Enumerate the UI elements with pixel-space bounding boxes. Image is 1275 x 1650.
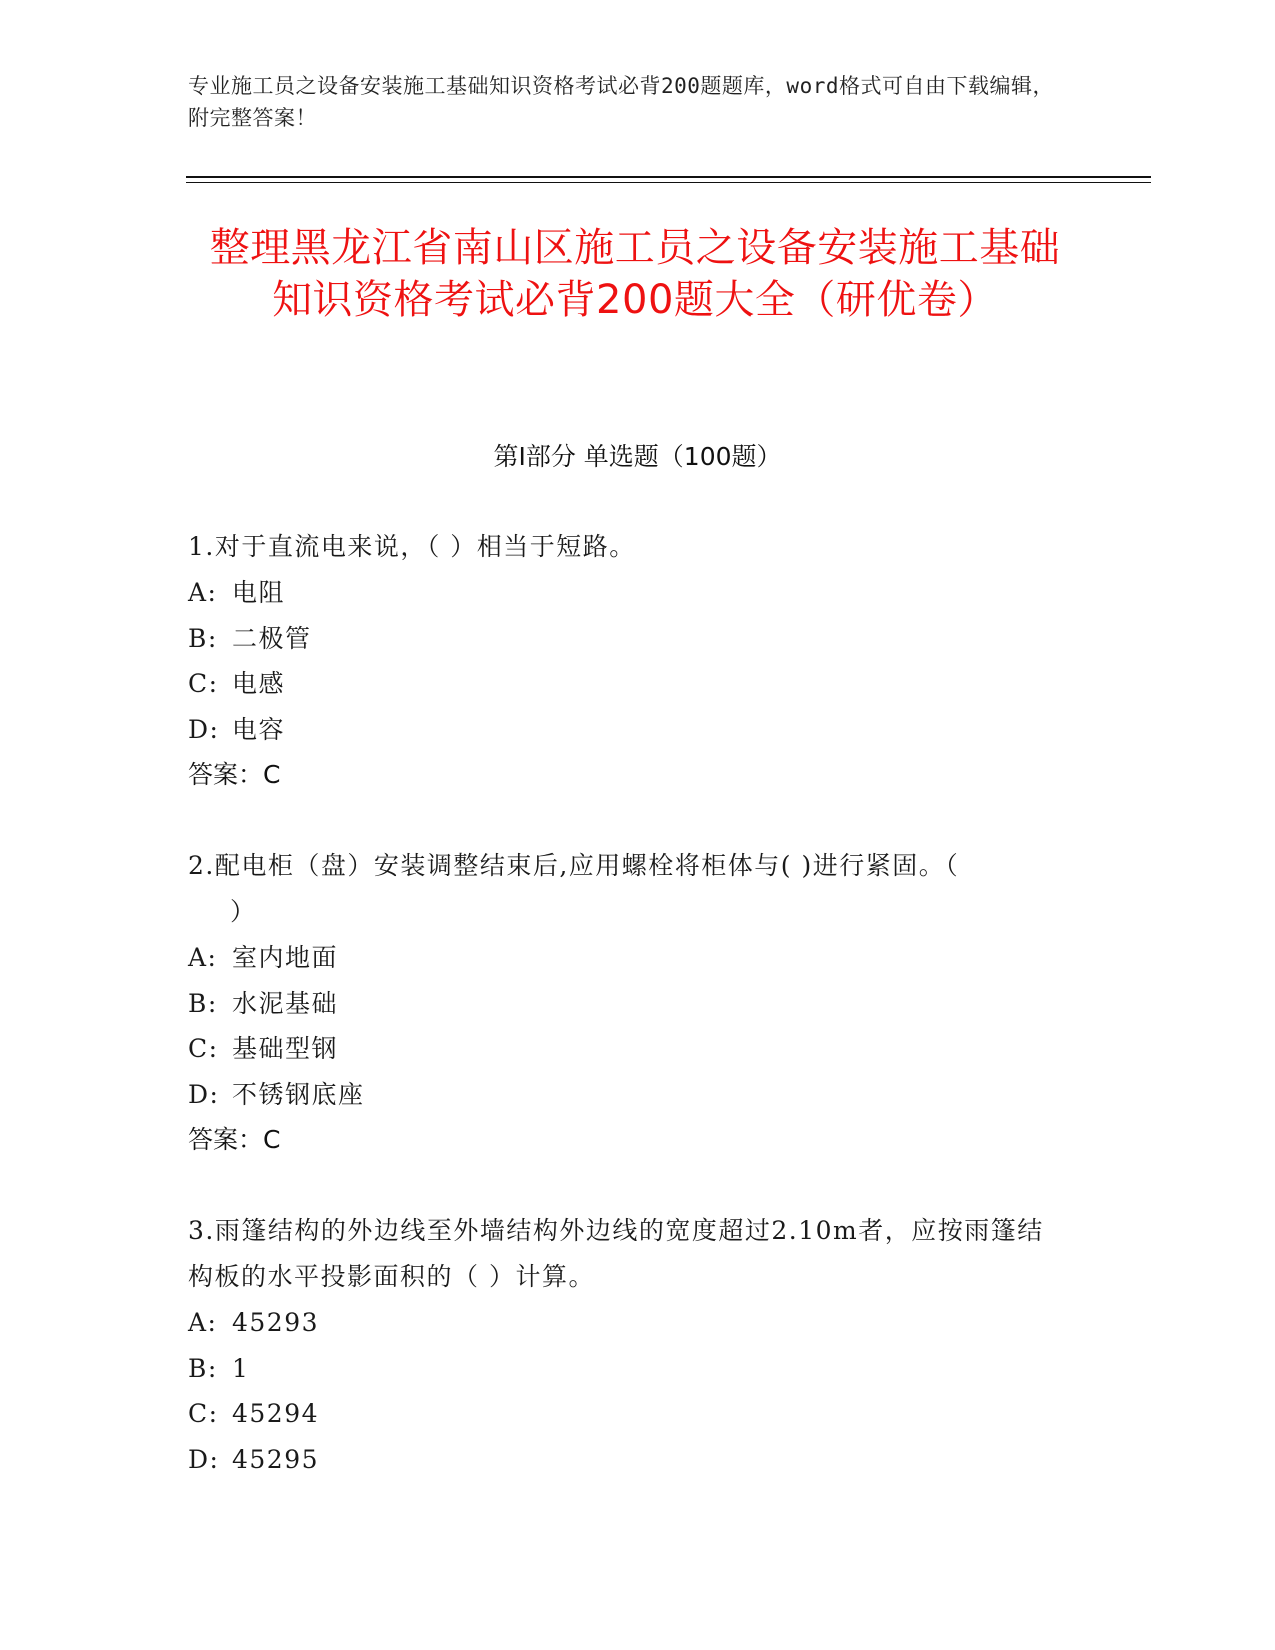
option-letter: C: <box>188 1034 219 1063</box>
option-letter: B: <box>188 623 218 653</box>
option-letter: D: <box>188 1444 220 1474</box>
option-c <box>188 661 1068 707</box>
option-c <box>188 1391 1068 1437</box>
option-letter: C: <box>188 1399 219 1428</box>
option-text: 不锈钢底座 <box>232 1079 365 1109</box>
header-rule-thin <box>186 182 1151 183</box>
option-text: 1 <box>232 1353 250 1383</box>
option-text: 二极管 <box>232 623 312 653</box>
option-d <box>188 707 1068 753</box>
option-letter: A: <box>188 943 218 972</box>
option-b <box>188 981 1068 1027</box>
option-b <box>188 616 1068 662</box>
option-letter: A: <box>188 578 218 607</box>
document-title: 整理黑龙江省南山区施工员之设备安装施工基础知识资格考试必背200题大全（研优卷） <box>209 225 1061 323</box>
option-c <box>188 1026 1068 1072</box>
option-a <box>188 570 1068 616</box>
question-stem: 1.对于直流电来说，（ ）相当于短路。 <box>188 532 636 561</box>
answer: 答案：C <box>188 1125 281 1154</box>
option-b <box>188 1346 1068 1392</box>
section-title: 第Ⅰ部分 单选题（100题） <box>493 442 782 471</box>
option-text: 室内地面 <box>232 943 339 972</box>
question-1 <box>188 524 1068 798</box>
question-3 <box>188 1208 1068 1482</box>
option-d <box>188 1072 1068 1118</box>
option-letter: B: <box>188 988 218 1018</box>
question-2 <box>188 843 1068 1163</box>
question-stem: 3.雨篷结构的外边线至外墙结构外边线的宽度超过2.10m者，应按雨篷结构板的水平投影面积的（ ）计算。 <box>188 1216 1044 1291</box>
option-text: 45294 <box>232 1399 320 1428</box>
option-text: 水泥基础 <box>232 988 339 1018</box>
question-stem-tail: ） <box>230 897 257 926</box>
option-text: 基础型钢 <box>232 1034 339 1063</box>
option-text: 电阻 <box>232 578 286 607</box>
option-letter: C: <box>188 669 219 698</box>
option-a <box>188 1300 1068 1346</box>
header-note: 专业施工员之设备安装施工基础知识资格考试必背200题题库，word格式可自由下载编辑，附完整答案！ <box>188 74 1054 130</box>
option-letter: A: <box>188 1308 218 1337</box>
question-stem: 2.配电柜（盘）安装调整结束后,应用螺栓将柜体与( )进行紧固。（ <box>188 851 960 880</box>
option-letter: D: <box>188 714 220 744</box>
option-text: 电容 <box>232 714 286 744</box>
option-letter: B: <box>188 1353 218 1383</box>
option-a <box>188 935 1068 981</box>
option-text: 45293 <box>232 1308 320 1337</box>
option-text: 电感 <box>232 669 286 698</box>
option-letter: D: <box>188 1079 220 1109</box>
header-rule-thick <box>186 176 1151 178</box>
option-d <box>188 1437 1068 1483</box>
answer: 答案：C <box>188 760 281 789</box>
option-text: 45295 <box>232 1444 320 1474</box>
